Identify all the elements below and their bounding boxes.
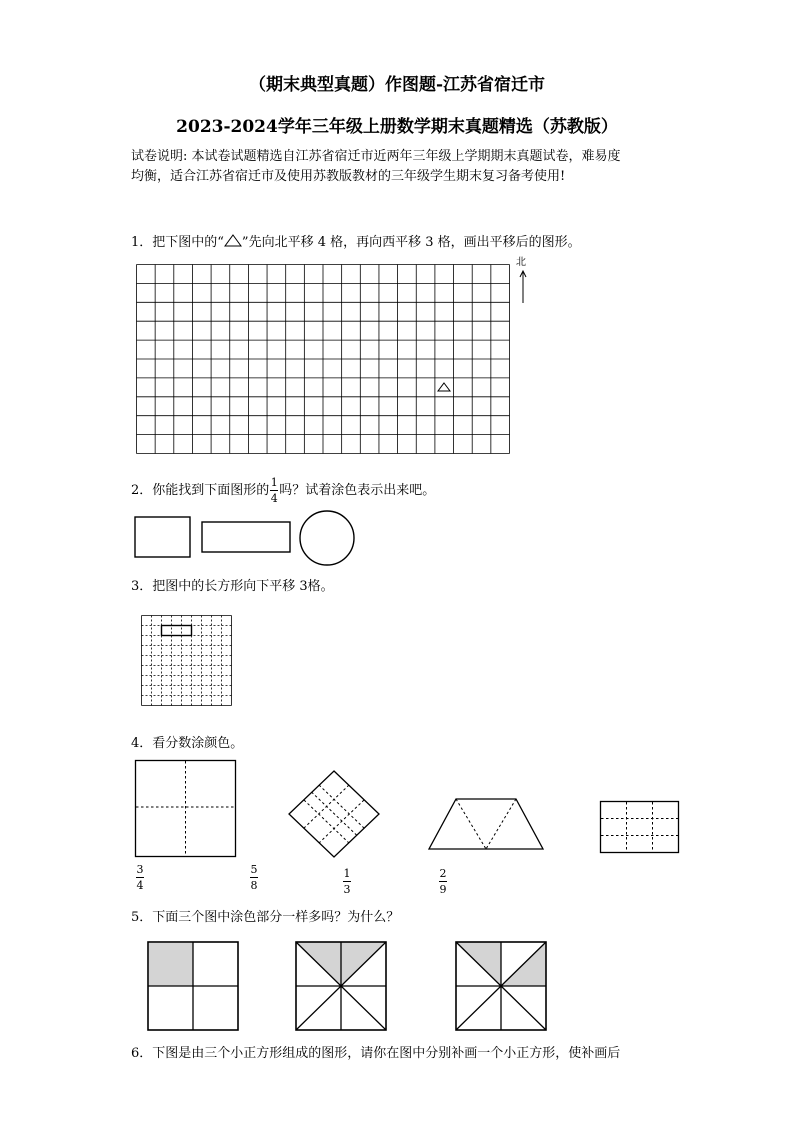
q4-square-quarters[interactable] [135,760,236,857]
q5-figure-2 [295,941,387,1031]
north-arrow-icon [519,270,527,304]
denominator: 8 [250,879,258,892]
q4-rectangle-grid[interactable] [600,801,679,853]
question-2-text-before: 2．你能找到下面图形的 [131,483,270,498]
q4-fraction-1 [136,864,144,891]
north-label: 北 [516,257,526,268]
question-2-text [131,477,435,504]
question-5-text: 5．下面三个图中涂色部分一样多吗？为什么？ [131,910,400,925]
q5-figure-1 [147,941,239,1031]
question-3-text: 3．把图中的长方形向下平移 3格。 [131,579,334,594]
intro-line-2: 均衡，适合江苏省宿迁市及使用苏教版教材的三年级学生期末复习备考使用! [131,169,566,184]
fraction-one-quarter [270,477,278,504]
numerator: 1 [343,867,351,880]
q4-trapezoid[interactable] [428,798,544,850]
q1-triangle-shape [436,381,452,393]
q3-rectangle [162,626,192,636]
q2-shapes[interactable] [134,509,358,567]
title-line-1: （期末典型真题）作图题-江苏省宿迁市 [248,75,546,95]
numerator: 2 [439,867,447,880]
q4-fraction-2 [250,864,258,891]
question-1-text [131,232,581,253]
question-2-text-after: 吗？试着涂色表示出来吧。 [279,483,436,498]
q4-diamond[interactable] [288,770,380,858]
q4-fraction-4 [439,868,447,895]
denominator: 3 [343,883,351,896]
q4-fraction-3 [343,868,351,895]
denominator: 4 [136,879,144,892]
triangle-icon [224,234,242,247]
q1-grid[interactable] [136,264,510,454]
fraction-denominator: 4 [270,492,278,505]
numerator: 5 [250,863,258,876]
intro-line-1: 试卷说明: 本试卷试题精选自江苏省宿迁市近两年三年级上学期期末真题试卷，难易度 [131,149,621,164]
fraction-numerator: 1 [270,476,278,489]
title-line-2: 2023-2024学年三年级上册数学期末真题精选（苏教版） [176,117,618,137]
question-6-text: 6．下图是由三个小正方形组成的图形，请你在图中分别补画一个小正方形，使补画后 [131,1046,621,1061]
q2-square[interactable] [135,517,190,557]
question-4-text: 4．看分数涂颜色。 [131,736,244,751]
question-1-text-after: ”先向北平移 4 格，再向西平移 3 格，画出平移后的图形。 [241,235,581,250]
numerator: 3 [136,863,144,876]
q5-figure-3 [455,941,547,1031]
q3-grid[interactable] [141,615,232,706]
q2-rectangle[interactable] [202,522,290,552]
q2-circle[interactable] [300,511,354,565]
question-1-text-before: 1．把下图中的“ [131,235,224,250]
denominator: 9 [439,883,447,896]
